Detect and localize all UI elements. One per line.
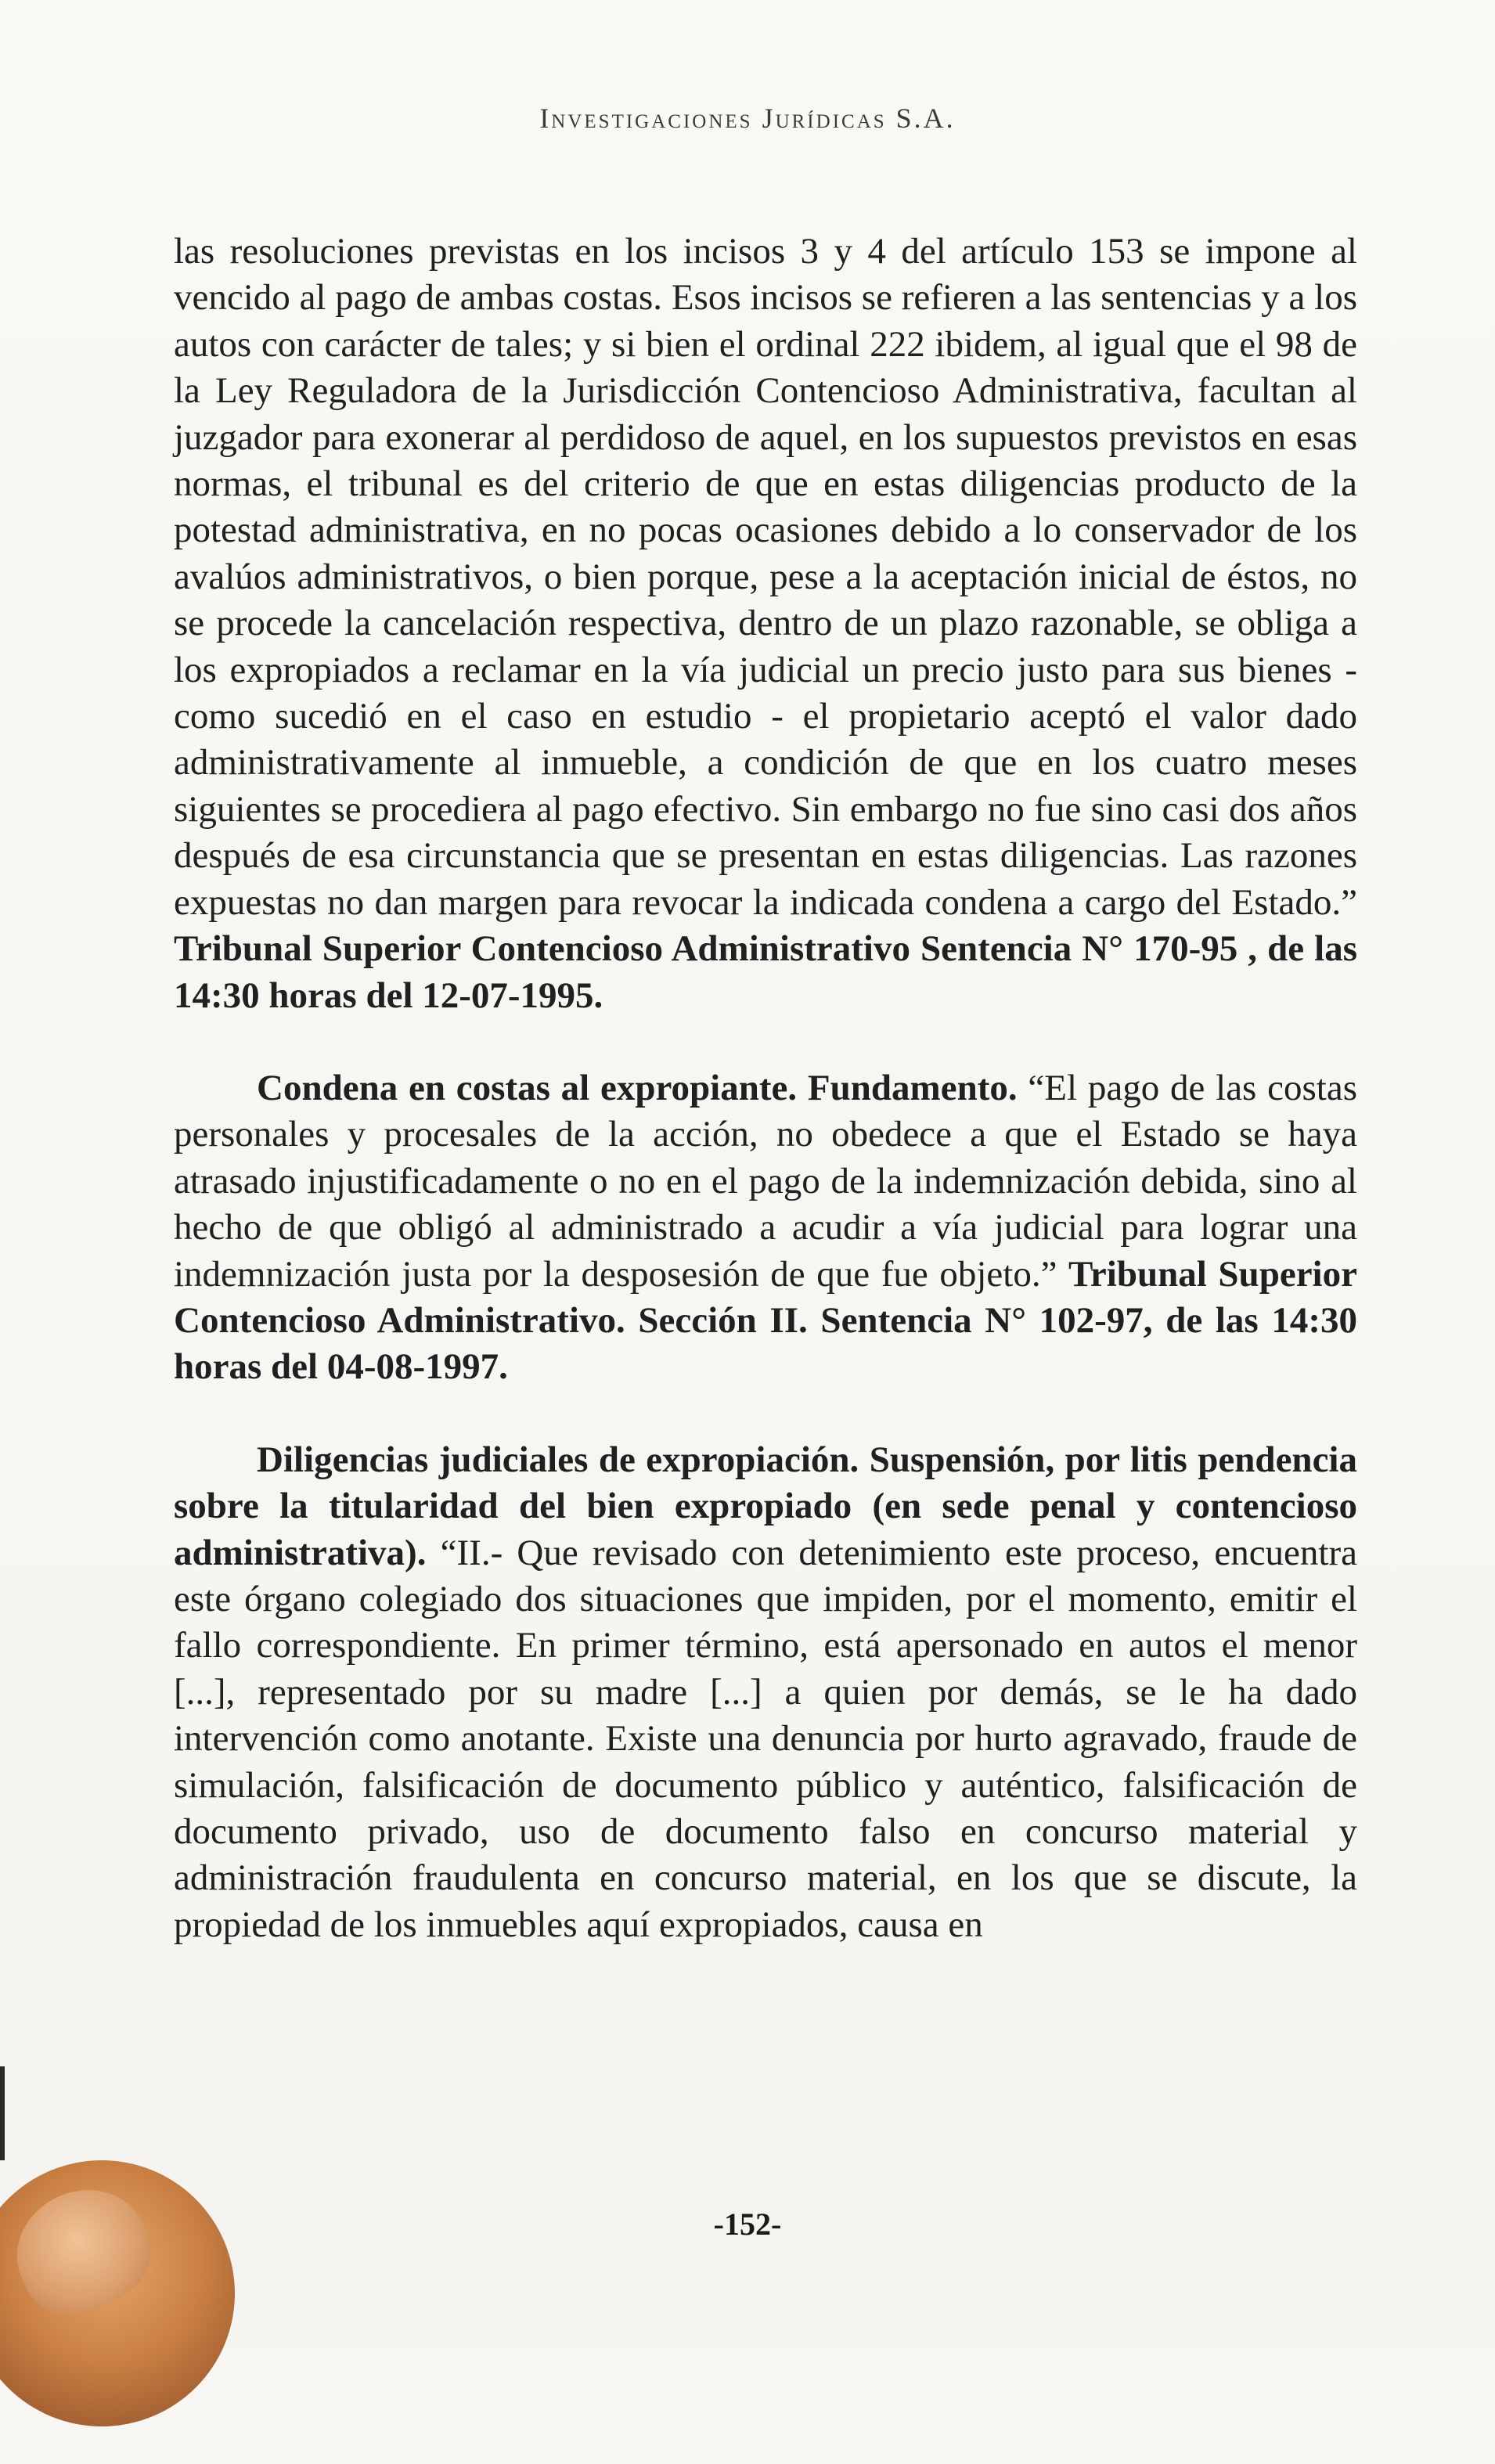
paragraph-1-citation: Tribunal Superior Contencioso Administrativo Sentencia N° 170-95 , de las 14:30 horas del 12-07-1995. <box>174 928 1357 1016</box>
paragraph-2-text: “El pago de las costas personales y procesales de la acción, no obedece a que el Estado se haya atrasado injustificadamente o no en el pago de la indemnización debida, sino al hecho de que obligó al administrado a acudir a vía judicial para lograr una indemnización justa por la desposesión de que fue objeto.” <box>174 1067 1357 1295</box>
paragraph-3-text: “II.- Que revisado con detenimiento este proceso, encuentra este órgano colegiado dos situaciones que impiden, por el momento, emitir el fallo correspondiente. En primer término, está apersonado en autos el menor [...], representado por su madre [...] a quien por demás, se le ha dado intervención como anotante. Existe una denuncia por hurto agravado, fraude de simulación, falsificación de documento público y auténtico, falsificación de documento privado, uso de documento falso en concurso material y administración fraudulenta en concurso material, en los que se discute, la propiedad de los inmuebles aquí expropiados, causa en <box>174 1532 1357 1945</box>
paragraph-2-citation: Tribunal Superior Contencioso Administrativo. Sección II. Sentencia N° 102-97, de las 14:30 horas del 04-08-1997. <box>174 1253 1357 1388</box>
running-header: Investigaciones Jurídicas S.A. <box>539 103 956 134</box>
body-text <box>174 229 1357 1948</box>
paragraph-1 <box>174 229 1357 1019</box>
paragraph-2 <box>174 1065 1357 1391</box>
paragraph-3-heading: Diligencias judiciales de expropiación. Suspensión, por litis pendencia sobre la titularidad del bien expropiado (en sede penal y contencioso administrativa). <box>174 1439 1357 1573</box>
paragraph-3 <box>174 1437 1357 1948</box>
paragraph-2-heading: Condena en costas al expropiante. Fundamento. <box>257 1067 1018 1108</box>
page-number: -152- <box>713 2206 782 2242</box>
page-edge-mark <box>0 2066 5 2160</box>
paragraph-1-text: las resoluciones previstas en los incisos 3 y 4 del artículo 153 se impone al vencido al pago de ambas costas. Esos incisos se refieren a las sentencias y a los autos con carácter de tales; y si bien el ordinal 222 ibidem, al igual que el 98 de la Ley Reguladora de la Jurisdicción Contencioso Administrativa, facultan al juzgador para exonerar al perdidoso de aquel, en los supuestos previstos en esas normas, el tribunal es del criterio de que en estas diligencias producto de la potestad administrativa, en no pocas ocasiones debido a lo conservador de los avalúos administrativos, o bien porque, pese a la aceptación inicial de éstos, no se procede la cancelación respectiva, dentro de un plazo razonable, se obliga a los expropiados a reclamar en la vía judicial un precio justo para sus bienes - como sucedió en el caso en estudio - el propietario aceptó el valor dado administrativamente al inmueble, a condición de que en los cuatro meses siguientes se procediera al pago efectivo. Sin embargo no fue sino casi dos años después de esa circunstancia que se presentan en estas diligencias. Las razones expuestas no dan margen para revocar la indicada condena a cargo del Estado.” <box>174 231 1357 923</box>
